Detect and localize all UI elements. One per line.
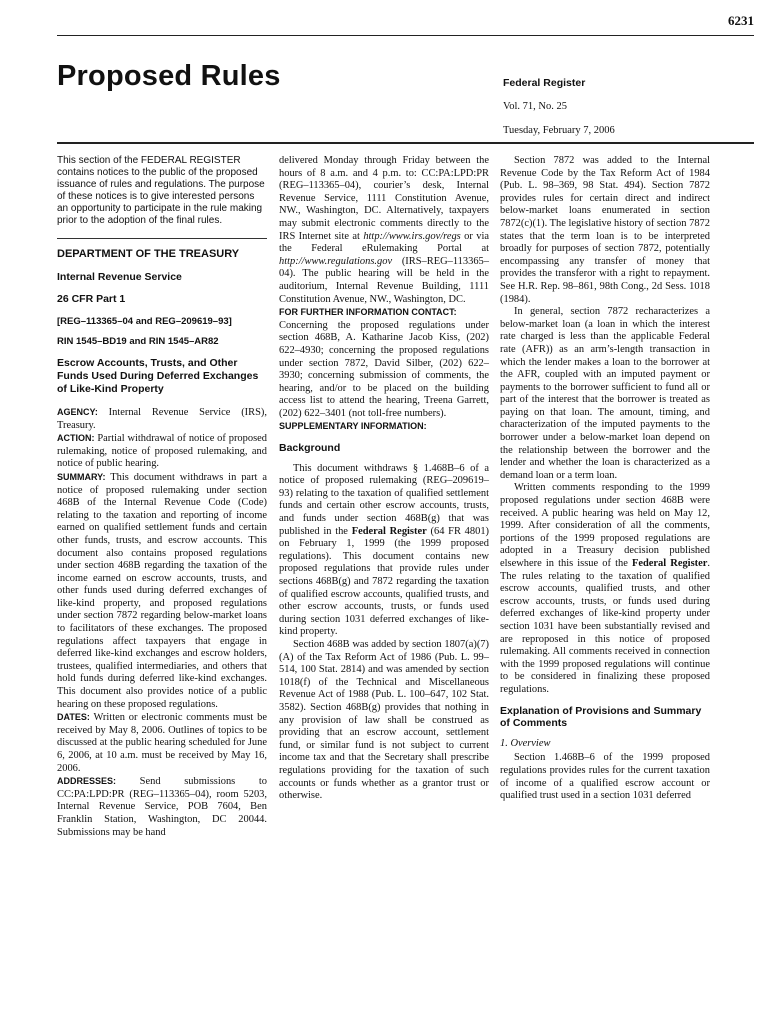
submission-paragraph	[279, 155, 489, 306]
contact-text: Concerning the proposed regulations under section 468B, A. Katharine Jacob Kiss, (202) 622–4930; concerning the proposed regulations under section 7872, David Silber, (202) 622–3930; concerning submission of comments, the hearing, and/or to be placed on the building access list to attend the hearing, Treena Garrett, (202) 622–3401 (not toll-free numbers).	[279, 319, 489, 419]
submission-text-b: or via the Federal eRulemaking Portal at	[279, 230, 489, 255]
contact-label: FOR FURTHER INFORMATION CONTACT:	[279, 307, 457, 318]
column-3	[500, 155, 710, 803]
header-rule	[57, 142, 754, 144]
agency-name: Internal Revenue Service	[57, 270, 182, 283]
summary-text: This document withdraws in part a notice of proposed rulemaking under section 468B of the Internal Revenue Code (Code) relating to the taxation and reporting of income earned on qualified settlement funds and certain other funds, trusts, and escrow accounts. This document also contains proposed regulations under section 468B regarding the taxation of the income earned on escrow accounts, trusts, and other funds used during deferred exchanges of like-kind property, and proposed regulations under section 7872 regarding below-market loans to facilitators of these exchanges. The proposed regulations affect taxpayers that engage in deferred like-kind exchanges and escrow holders, trustees, qualified intermediaries, and others that hold funds during deferred like-kind exchanges. This document also provides notice of a public hearing on these proposed regulations.	[57, 471, 267, 710]
submission-text-c: (IRS–REG–113365–04). The public hearing will be held in the auditorium, Internal Revenue Building, 1111 Constitution Avenue, NW., Washington, DC.	[279, 255, 489, 305]
supplementary-label: SUPPLEMENTARY INFORMATION:	[279, 421, 427, 432]
summary-label: SUMMARY:	[57, 471, 106, 482]
submission-text-a: delivered Monday through Friday between the hours of 8 a.m. and 4 p.m. to: CC:PA:LPD:PR (REG–113365–04), courier’s desk, Internal Revenue Service, 1111 Constitution Avenue, NW., Washington, DC. Alternatively, taxpayers may submit electronic comments directly to the IRS Internet site at	[279, 155, 489, 242]
department-divider	[57, 238, 267, 239]
bg1-federal-register: Federal Register	[351, 525, 427, 537]
top-rule	[57, 35, 754, 36]
overview-heading: 1. Overview	[500, 737, 551, 749]
reg-ids: [REG–113365–04 and REG–209619–93]	[57, 315, 232, 327]
document-title: Escrow Accounts, Trusts, and Other Funds Used During Deferred Exchanges of Like-Kind Property	[57, 356, 259, 395]
dates-label: DATES:	[57, 712, 90, 723]
cfr-part: 26 CFR Part 1	[57, 293, 126, 306]
explanation-heading: Explanation of Provisions and Summary of Comments	[500, 704, 702, 730]
overview-paragraph: Section 1.468B–6 of the 1999 proposed regulations provides rules for the current taxation of income of a qualified escrow account or qualified trust used in a section 1031 deferred	[500, 752, 710, 802]
column-1	[57, 155, 267, 839]
background-paragraph-2: Section 468B was added by section 1807(a)(7)(A) of the Tax Reform Act of 1986 (Pub. L. 99–514, 100 Stat. 2814) and was amended by section 1018(f) of the Technical and Miscellaneous Revenue Act of 1988 (Pub. L. 100–647, 102 Stat. 3582). Section 468B(g) provides that nothing in any provision of law shall be construed as providing that an escrow account, settlement fund, or similar fund is not subject to current income tax and that the Secretary shall prescribe regulations providing for the taxation of such accounts or funds whether as a grantor trust or otherwise.	[279, 638, 489, 802]
background-heading: Background	[279, 442, 341, 455]
recharacterization-paragraph: In general, section 7872 recharacterizes a below-market loan (a loan in which the interest rate charged is less than the applicable Federal rate (AFR)) as an arm’s-length transaction in which the lender makes a loan to the borrower at the AFR, coupled with an imputed payment or payments to the borrower sufficient to fund all or part of the interest that the borrower is treated as paying on that loan. The amount, timing, and characterization of the imputed payments to the borrower under a below-market loan depend on the relationship between the borrower and the lender and whether the loan is characterized as a demand loan or a term loan.	[500, 306, 710, 481]
masthead	[503, 71, 743, 143]
addresses-text: Send submissions to CC:PA:LPD:PR (REG–113365–04), room 5203, Internal Revenue Service, POB 7604, Ben Franklin Station, Washington, DC 20044. Submissions may be hand	[57, 776, 267, 838]
rin: RIN 1545–BD19 and RIN 1545–AR82	[57, 336, 219, 348]
action-text: Partial withdrawal of notice of proposed rulemaking, notice of proposed rulemaking, and notice of public hearing.	[57, 433, 267, 470]
p3-text-b: . The rules relating to the taxation of qualified escrow accounts, qualified trusts, and other escrow accounts, trusts, or funds used during deferred exchanges of like-kind property under section 1031 have been substantially revised and are reproposed in this notice of proposed rulemaking. All comments received in connection with the 1999 proposed regulations will continue to be considered in finalizing these proposed regulations.	[500, 558, 710, 695]
dates-text: Written or electronic comments must be received by May 8, 2006. Outlines of topics to be discussed at the public hearing scheduled for June 6, 2006, at 10 a.m. must be received by May 16, 2006.	[57, 712, 268, 774]
p3-federal-register: Federal Register	[631, 558, 708, 569]
masthead-volume: Vol. 71, No. 25	[503, 101, 567, 112]
comments-paragraph	[500, 482, 710, 696]
bg1-text-a: This document withdraws § 1.468B–6 of a notice of proposed rulemaking (REG–209619–93) relating to the taxation of qualified settlement funds and certain other escrow accounts, trusts, and funds under section 468B(g) that was published in the	[279, 462, 489, 537]
masthead-title: Federal Register	[503, 77, 586, 89]
page-heading: Proposed Rules	[57, 60, 281, 92]
section-7872-paragraph: Section 7872 was added to the Internal Revenue Code by the Tax Reform Act of 1984 (Pub. L. 98–369, 98 Stat. 494). Section 7872 provides rules for certain direct and indirect below-market loans enumerated in section 7872(c)(1). The legislative history of section 7872 states that the term loan is to be interpreted broadly for purposes of section 7872, potentially encompassing any transfer of money that provides the transferor with a right to repayment. See H.R. Rep. 98–861, 98th Cong., 2d Sess. 1018 (1984).	[500, 155, 710, 305]
agency-field	[57, 406, 267, 432]
masthead-date: Tuesday, February 7, 2006	[503, 125, 615, 136]
action-label: ACTION:	[57, 433, 95, 444]
addresses-label: ADDRESSES:	[57, 776, 117, 787]
summary-field	[57, 471, 267, 711]
bg1-text-b: (64 FR 4801) on February 1, 1999 (the 1999 proposed regulations). This document contains new proposed regulations that provide rules under sections 468B(g) and 7872 regarding the taxation of qualified escrow accounts, qualified trusts, and other escrow accounts, trusts, or funds used during section 1031 deferred exchanges of like-kind property.	[279, 525, 490, 638]
supplementary-field	[279, 420, 489, 434]
background-paragraph-1	[279, 463, 489, 639]
page-number: 6231	[728, 13, 754, 28]
regulations-link[interactable]: http://www.regulations.gov	[279, 255, 393, 267]
agency-text: Internal Revenue Service (IRS), Treasury.	[57, 406, 268, 431]
dates-field	[57, 711, 267, 775]
intro-notice: This section of the FEDERAL REGISTER contains notices to the public of the proposed issuance of rules and regulations. The purpose of these notices is to give interested persons an opportunity to participate in the rule making prior to the adoption of the final rules.	[57, 155, 265, 226]
irs-link[interactable]: http://www.irs.gov/regs	[363, 230, 461, 242]
agency-label: AGENCY:	[57, 406, 98, 417]
department-heading: DEPARTMENT OF THE TREASURY	[57, 248, 240, 260]
addresses-field	[57, 775, 267, 839]
column-2	[279, 155, 489, 803]
contact-field	[279, 306, 489, 420]
action-field	[57, 432, 267, 471]
p3-text-a: Written comments responding to the 1999 proposed regulations under section 468B were received. A public hearing was held on May 12, 1999. After consideration of all the comments, portions of the 1999 proposed regulations are adopted in a Treasury decision published elsewhere in this issue of the	[500, 482, 710, 569]
